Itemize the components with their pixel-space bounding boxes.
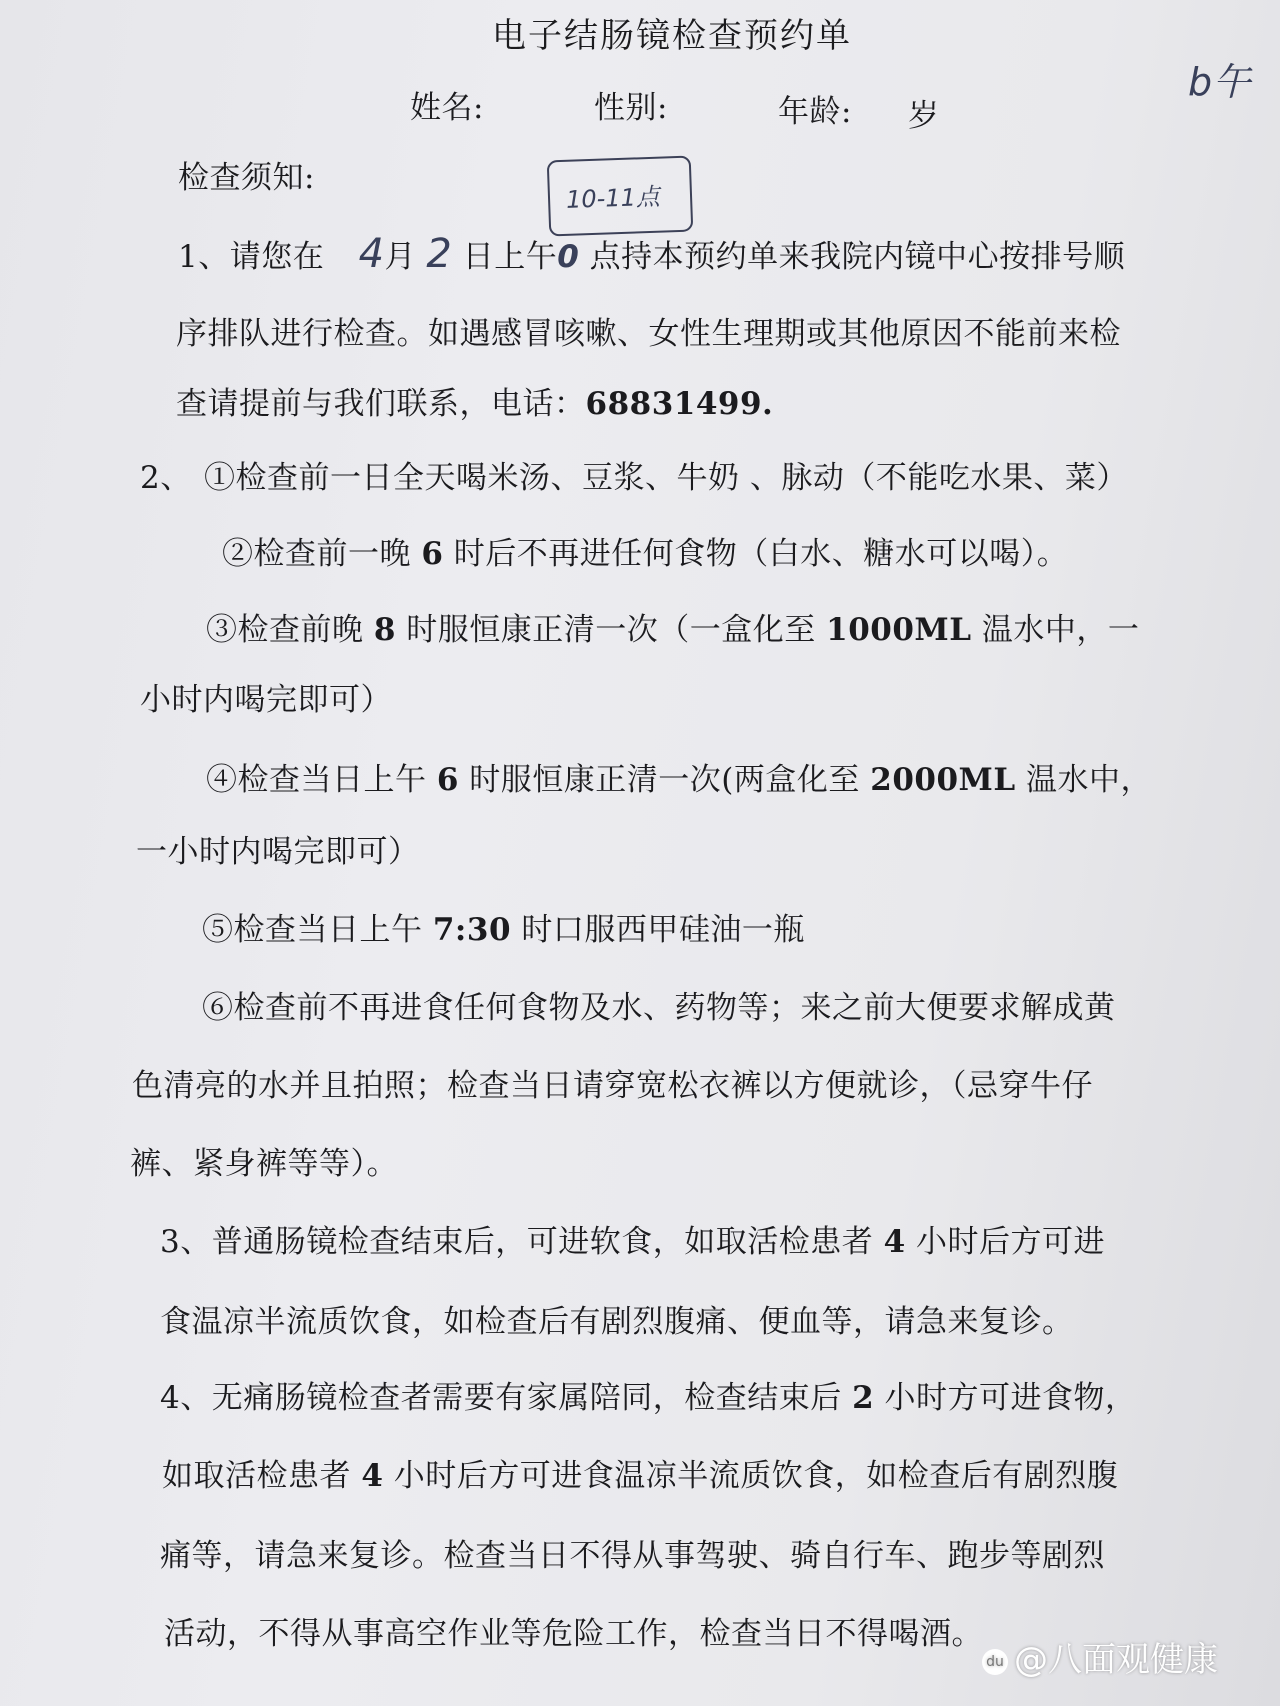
item1-line1: [178, 231, 1126, 277]
item1-line2: 序排队进行检查。如遇感冒咳嗽、女性生理期或其他原因不能前来检: [176, 316, 1121, 352]
item4-line2: [162, 1456, 1118, 1496]
watermark: [982, 1632, 1218, 1681]
sub2-text-b: 时后不再进任何食物（白水、糖水可以喝）。: [453, 536, 1069, 572]
month-handwriting: 4: [358, 231, 385, 277]
item1-line1-rest: 点持本预约单来我院内镜中心按排号顺: [589, 239, 1126, 275]
item2-sub3: [206, 610, 1139, 650]
corner-handwriting: b午: [1188, 60, 1252, 104]
item4-line1: [160, 1378, 1137, 1418]
time-box-text: 10-11点: [565, 182, 661, 214]
item2-sub6-line2: 色清亮的水并且拍照；检查当日请穿宽松衣裤以方便就诊，（忌穿牛仔: [132, 1068, 1093, 1104]
sub2-text-a: ②检查前一晚: [222, 536, 411, 572]
sub3-volume: 1000ML: [826, 612, 972, 648]
sub3-text-a: ③检查前晚: [206, 612, 364, 648]
name-label: 姓名:: [410, 90, 484, 126]
month-label: 月: [384, 239, 417, 275]
item1-contact-label: 查请提前与我们联系，电话：: [176, 386, 586, 422]
item4-number: 2: [852, 1380, 875, 1416]
page-title: 电子结肠镜检查预约单: [492, 16, 852, 56]
item1-prefix: 1、请您在: [178, 239, 325, 275]
item4-line2-text-a: 如取活检患者: [162, 1458, 351, 1494]
item2-sub5: [202, 910, 805, 950]
item2-sub3-line2: 小时内喝完即可）: [140, 682, 392, 718]
age-label: 年龄:: [778, 94, 852, 130]
item4-line3: 痛等，请急来复诊。检查当日不得从事驾驶、骑自行车、跑步等剧烈: [160, 1538, 1105, 1574]
sub4-text-a: ④检查当日上午: [206, 762, 427, 798]
item2-sub4: [206, 760, 1152, 800]
sub3-number: 8: [373, 612, 396, 648]
sub3-text-c: 温水中，一: [981, 612, 1140, 648]
sub4-text-b: 时服恒康正清一次(两盒化至: [469, 762, 860, 798]
sub3-text-b: 时服恒康正清一次（一盒化至: [406, 612, 816, 648]
item2-sub1: ①检查前一日全天喝米汤、豆浆、牛奶 、脉动（不能吃水果、菜）: [204, 460, 1128, 496]
day-label: 日上午: [462, 239, 558, 275]
item2-number: 2、: [140, 460, 192, 496]
du-icon: du: [982, 1649, 1008, 1675]
day-handwriting: 2: [426, 231, 453, 277]
gender-label: 性别:: [594, 90, 668, 126]
item3-line1: [160, 1222, 1105, 1262]
notice-heading: 检查须知:: [178, 160, 315, 196]
watermark-text: @八面观健康: [1014, 1640, 1218, 1680]
sub5-text-a: ⑤检查当日上午: [202, 912, 423, 948]
item3-text-b: 小时后方可进: [916, 1224, 1106, 1260]
item4-line2-number: 4: [361, 1458, 384, 1494]
item2-sub2: [222, 534, 1068, 574]
item2-sub4-line2: 一小时内喝完即可）: [136, 834, 420, 870]
item4-line2-text-b: 小时后方可进食温凉半流质饮食，如检查后有剧烈腹: [393, 1458, 1119, 1494]
sub4-text-c: 温水中，: [1026, 762, 1153, 798]
sub5-time: 7:30: [432, 912, 512, 948]
item4-text-b: 小时方可进食物，: [884, 1380, 1137, 1416]
hour-handwriting: 0: [557, 239, 580, 275]
item2-sub6-line1: ⑥检查前不再进食任何食物及水、药物等；来之前大便要求解成黄: [202, 990, 1116, 1026]
item1-line3: [176, 384, 773, 424]
sub2-number: 6: [421, 536, 444, 572]
sub4-volume: 2000ML: [870, 762, 1016, 798]
phone-number: 68831499.: [585, 386, 774, 422]
item3-line2: 食温凉半流质饮食，如检查后有剧烈腹痛、便血等，请急来复诊。: [160, 1304, 1074, 1340]
time-box-handwriting: [547, 156, 694, 237]
item3-number: 4: [883, 1224, 906, 1260]
item2-sub6-line3: 裤、紧身裤等等）。: [130, 1146, 398, 1182]
sub4-number: 6: [436, 762, 459, 798]
age-unit: 岁: [908, 98, 940, 134]
item4-text-a: 4、无痛肠镜检查者需要有家属陪同，检查结束后: [160, 1380, 842, 1416]
item3-text-a: 3、普通肠镜检查结束后，可进软食，如取活检患者: [160, 1224, 874, 1260]
sub5-text-b: 时口服西甲硅油一瓶: [521, 912, 805, 948]
item4-line4: 活动，不得从事高空作业等危险工作，检查当日不得喝酒。: [164, 1616, 983, 1652]
